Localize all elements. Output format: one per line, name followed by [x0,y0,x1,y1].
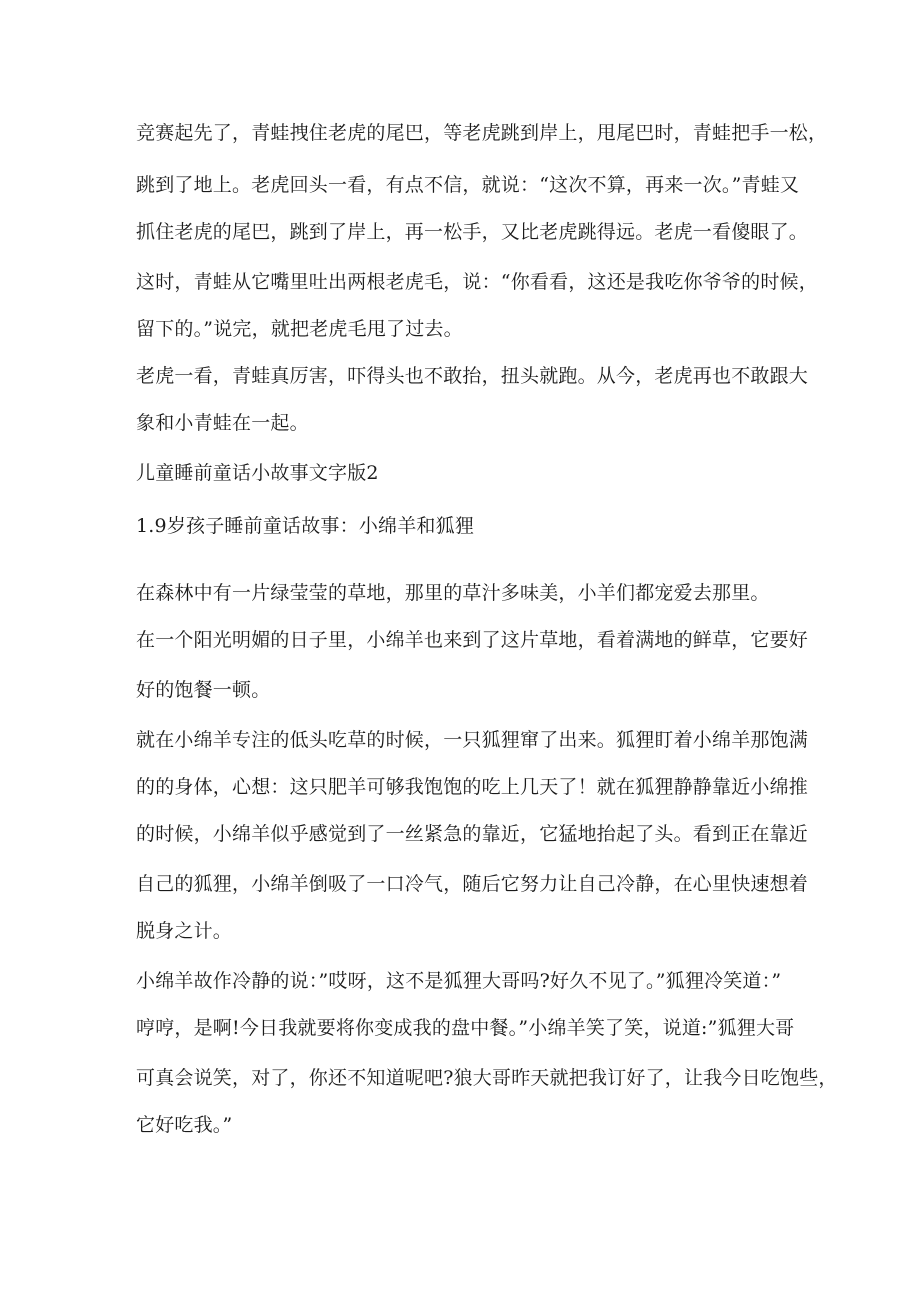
text-line: 留下的。”说完，就把老虎毛甩了过去。 [136,318,463,340]
text-line: 在森林中有一片绿莹莹的草地，那里的草汁多味美，小羊们都宠爱去那里。 [136,582,770,604]
text-line: 抓住老虎的尾巴，跳到了岸上，再一松手，又比老虎跳得远。老虎一看傻眼了。 [136,221,809,243]
text-line: 老虎一看，青蛙真厉害，吓得头也不敢抬，扭头就跑。从今，老虎再也不敢跟大 [136,365,809,387]
story-title: 1.9岁孩子睡前童话故事：小绵羊和狐狸 [136,515,475,537]
text-line: 竞赛起先了，青蛙拽住老虎的尾巴，等老虎跳到岸上，甩尾巴时，青蛙把手一松， [136,122,828,144]
text-line: 小绵羊故作冷静的说：”哎呀，这不是狐狸大哥吗?好久不见了。”狐狸冷笑道：” [136,970,782,992]
text-line: 就在小绵羊专注的低头吃草的时候，一只狐狸窜了出来。狐狸盯着小绵羊那饱满 [136,729,809,751]
text-line: 它好吃我。” [136,1114,233,1136]
text-line: 这时，青蛙从它嘴里吐出两根老虎毛，说：“你看看，这还是我吃你爷爷的时候， [136,271,818,293]
text-line: 脱身之计。 [136,920,233,942]
text-line: 的时候，小绵羊似乎感觉到了一丝紧急的靠近，它猛地抬起了头。看到正在靠近 [136,823,809,845]
text-line: 好的饱餐一顿。 [136,679,271,701]
text-line: 跳到了地上。老虎回头一看，有点不信，就说：“这次不算，再来一次。”青蛙又 [136,174,800,196]
text-line: 自己的狐狸，小绵羊倒吸了一口冷气，随后它努力让自己冷静，在心里快速想着 [136,873,809,895]
text-line: 可真会说笑，对了，你还不知道呢吧?狼大哥昨天就把我订好了，让我今日吃饱些， [136,1067,838,1089]
text-line: 哼哼，是啊!今日我就要将你变成我的盘中餐。”小绵羊笑了笑，说道:”狐狸大哥 [136,1017,795,1039]
text-line: 象和小青蛙在一起。 [136,412,309,434]
text-line: 在一个阳光明媚的日子里，小绵羊也来到了这片草地，看着满地的鲜草，它要好 [136,629,809,651]
section-heading: 儿童睡前童话小故事文字版2 [136,462,379,484]
text-line: 的的身体，心想：这只肥羊可够我饱饱的吃上几天了！就在狐狸静静靠近小绵推 [136,776,809,798]
